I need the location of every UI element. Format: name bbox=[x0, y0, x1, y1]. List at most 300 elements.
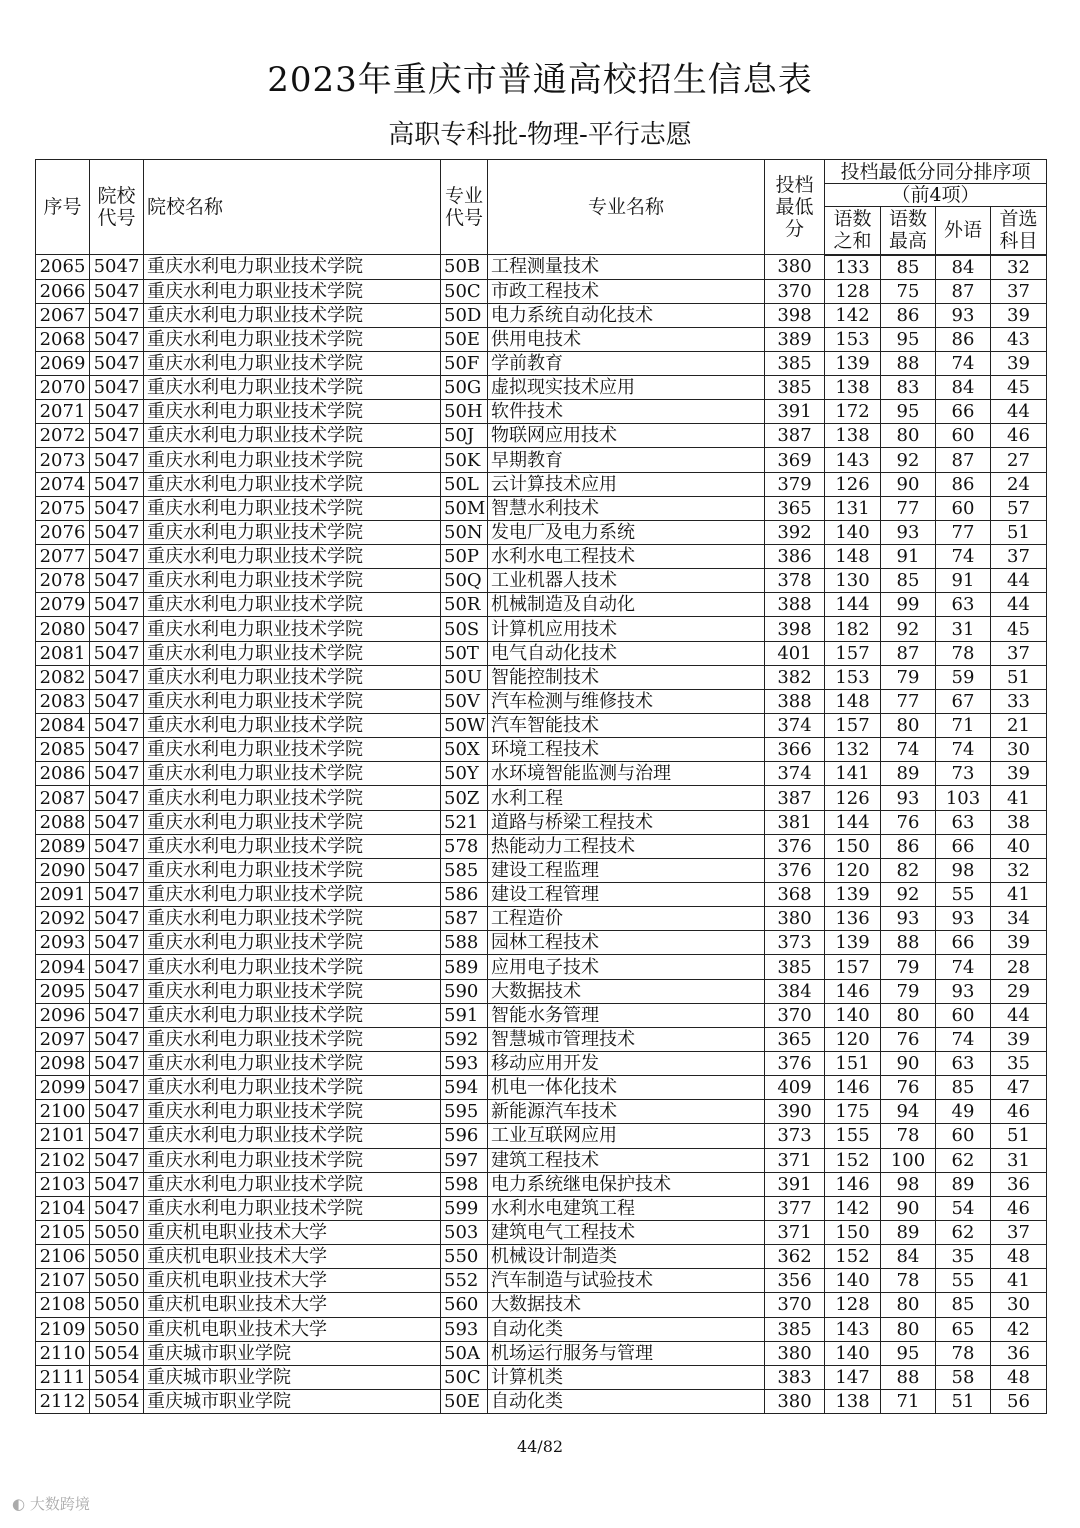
cell-yushu-sum: 146 bbox=[825, 1076, 881, 1100]
cell-seq: 2096 bbox=[36, 1003, 90, 1027]
cell-major-name: 智慧水利技术 bbox=[488, 496, 765, 520]
cell-foreign: 73 bbox=[936, 762, 991, 786]
cell-major-name: 智能控制技术 bbox=[488, 665, 765, 689]
cell-foreign: 87 bbox=[936, 448, 991, 472]
cell-major-code: 596 bbox=[441, 1124, 488, 1148]
cell-major-name: 机场运行服务与管理 bbox=[488, 1341, 765, 1365]
cell-yushu-sum: 131 bbox=[825, 496, 881, 520]
cell-yushu-max: 89 bbox=[881, 762, 936, 786]
cell-foreign: 93 bbox=[936, 907, 991, 931]
cell-school-code: 5047 bbox=[90, 641, 144, 665]
table-row bbox=[36, 955, 1047, 979]
table-row bbox=[36, 1389, 1047, 1413]
cell-yushu-sum: 175 bbox=[825, 1100, 881, 1124]
cell-major-name: 工程造价 bbox=[488, 907, 765, 931]
cell-major-name: 学前教育 bbox=[488, 351, 765, 375]
cell-seq: 2066 bbox=[36, 279, 90, 303]
cell-first-subject: 36 bbox=[991, 1341, 1047, 1365]
header-first-subject: 首选科目 bbox=[991, 207, 1047, 255]
cell-yushu-max: 94 bbox=[881, 1100, 936, 1124]
cell-first-subject: 24 bbox=[991, 472, 1047, 496]
cell-major-code: 50M bbox=[441, 496, 488, 520]
cell-major-code: 50S bbox=[441, 617, 488, 641]
cell-min-score: 387 bbox=[765, 424, 825, 448]
cell-foreign: 49 bbox=[936, 1100, 991, 1124]
cell-yushu-sum: 140 bbox=[825, 1341, 881, 1365]
cell-major-code: 50E bbox=[441, 327, 488, 351]
cell-yushu-max: 84 bbox=[881, 1245, 936, 1269]
cell-major-name: 工业机器人技术 bbox=[488, 569, 765, 593]
table-row bbox=[36, 255, 1047, 280]
cell-major-code: 590 bbox=[441, 979, 488, 1003]
cell-first-subject: 57 bbox=[991, 496, 1047, 520]
cell-yushu-max: 90 bbox=[881, 1052, 936, 1076]
cell-school-name: 重庆水利电力职业技术学院 bbox=[144, 762, 441, 786]
cell-yushu-sum: 139 bbox=[825, 351, 881, 375]
cell-first-subject: 37 bbox=[991, 545, 1047, 569]
cell-foreign: 87 bbox=[936, 279, 991, 303]
cell-yushu-max: 88 bbox=[881, 1365, 936, 1389]
cell-seq: 2111 bbox=[36, 1365, 90, 1389]
cell-major-name: 自动化类 bbox=[488, 1389, 765, 1413]
cell-school-name: 重庆水利电力职业技术学院 bbox=[144, 834, 441, 858]
cell-school-code: 5047 bbox=[90, 593, 144, 617]
cell-school-code: 5047 bbox=[90, 858, 144, 882]
table-row bbox=[36, 979, 1047, 1003]
cell-yushu-max: 92 bbox=[881, 617, 936, 641]
cell-major-name: 市政工程技术 bbox=[488, 279, 765, 303]
cell-major-name: 智慧城市管理技术 bbox=[488, 1027, 765, 1051]
cell-seq: 2108 bbox=[36, 1293, 90, 1317]
cell-major-name: 新能源汽车技术 bbox=[488, 1100, 765, 1124]
header-yushu-max: 语数最高 bbox=[881, 207, 936, 255]
cell-first-subject: 40 bbox=[991, 834, 1047, 858]
cell-first-subject: 37 bbox=[991, 279, 1047, 303]
table-row bbox=[36, 689, 1047, 713]
cell-major-name: 汽车制造与试验技术 bbox=[488, 1269, 765, 1293]
watermark-icon: ◐ bbox=[12, 1495, 26, 1513]
cell-min-score: 370 bbox=[765, 1293, 825, 1317]
table-row bbox=[36, 714, 1047, 738]
cell-first-subject: 56 bbox=[991, 1389, 1047, 1413]
cell-major-code: 50N bbox=[441, 520, 488, 544]
cell-foreign: 74 bbox=[936, 955, 991, 979]
cell-major-code: 589 bbox=[441, 955, 488, 979]
cell-min-score: 376 bbox=[765, 858, 825, 882]
cell-min-score: 374 bbox=[765, 762, 825, 786]
cell-major-code: 50X bbox=[441, 738, 488, 762]
cell-major-name: 电力系统自动化技术 bbox=[488, 303, 765, 327]
cell-major-name: 智能水务管理 bbox=[488, 1003, 765, 1027]
cell-yushu-sum: 138 bbox=[825, 376, 881, 400]
cell-min-score: 378 bbox=[765, 569, 825, 593]
cell-first-subject: 44 bbox=[991, 400, 1047, 424]
cell-major-code: 50K bbox=[441, 448, 488, 472]
cell-foreign: 58 bbox=[936, 1365, 991, 1389]
cell-yushu-max: 77 bbox=[881, 689, 936, 713]
cell-major-code: 50T bbox=[441, 641, 488, 665]
cell-major-name: 环境工程技术 bbox=[488, 738, 765, 762]
cell-school-name: 重庆水利电力职业技术学院 bbox=[144, 931, 441, 955]
cell-yushu-sum: 157 bbox=[825, 714, 881, 738]
cell-seq: 2107 bbox=[36, 1269, 90, 1293]
cell-seq: 2088 bbox=[36, 810, 90, 834]
cell-first-subject: 39 bbox=[991, 762, 1047, 786]
cell-major-name: 机电一体化技术 bbox=[488, 1076, 765, 1100]
cell-yushu-max: 80 bbox=[881, 714, 936, 738]
table-row bbox=[36, 1269, 1047, 1293]
table-row bbox=[36, 472, 1047, 496]
page-number: 44/82 bbox=[516, 1437, 564, 1456]
cell-school-code: 5047 bbox=[90, 931, 144, 955]
cell-seq: 2065 bbox=[36, 255, 90, 280]
cell-seq: 2067 bbox=[36, 303, 90, 327]
cell-foreign: 78 bbox=[936, 641, 991, 665]
cell-foreign: 85 bbox=[936, 1076, 991, 1100]
cell-foreign: 60 bbox=[936, 496, 991, 520]
cell-foreign: 63 bbox=[936, 593, 991, 617]
cell-seq: 2097 bbox=[36, 1027, 90, 1051]
cell-school-name: 重庆水利电力职业技术学院 bbox=[144, 786, 441, 810]
cell-first-subject: 30 bbox=[991, 738, 1047, 762]
cell-school-name: 重庆水利电力职业技术学院 bbox=[144, 496, 441, 520]
cell-school-code: 5047 bbox=[90, 472, 144, 496]
cell-seq: 2109 bbox=[36, 1317, 90, 1341]
cell-foreign: 74 bbox=[936, 738, 991, 762]
cell-min-score: 379 bbox=[765, 472, 825, 496]
cell-school-code: 5047 bbox=[90, 665, 144, 689]
cell-major-code: 50Q bbox=[441, 569, 488, 593]
cell-school-name: 重庆水利电力职业技术学院 bbox=[144, 858, 441, 882]
cell-yushu-max: 88 bbox=[881, 931, 936, 955]
cell-seq: 2094 bbox=[36, 955, 90, 979]
cell-major-code: 552 bbox=[441, 1269, 488, 1293]
cell-seq: 2102 bbox=[36, 1148, 90, 1172]
cell-min-score: 368 bbox=[765, 883, 825, 907]
header-yushu-sum: 语数之和 bbox=[825, 207, 881, 255]
cell-school-name: 重庆水利电力职业技术学院 bbox=[144, 520, 441, 544]
cell-school-name: 重庆水利电力职业技术学院 bbox=[144, 472, 441, 496]
cell-seq: 2103 bbox=[36, 1172, 90, 1196]
cell-major-name: 道路与桥梁工程技术 bbox=[488, 810, 765, 834]
table-row bbox=[36, 762, 1047, 786]
cell-seq: 2099 bbox=[36, 1076, 90, 1100]
cell-min-score: 380 bbox=[765, 1389, 825, 1413]
cell-yushu-max: 90 bbox=[881, 472, 936, 496]
cell-major-code: 550 bbox=[441, 1245, 488, 1269]
page-subtitle: 高职专科批-物理-平行志愿 bbox=[388, 120, 692, 150]
table-row bbox=[36, 786, 1047, 810]
cell-first-subject: 32 bbox=[991, 255, 1047, 280]
cell-school-code: 5050 bbox=[90, 1317, 144, 1341]
cell-foreign: 60 bbox=[936, 1124, 991, 1148]
cell-yushu-max: 80 bbox=[881, 1293, 936, 1317]
cell-school-code: 5047 bbox=[90, 496, 144, 520]
cell-min-score: 385 bbox=[765, 1317, 825, 1341]
watermark-logo bbox=[12, 1493, 90, 1514]
cell-major-code: 593 bbox=[441, 1317, 488, 1341]
cell-school-code: 5047 bbox=[90, 1172, 144, 1196]
cell-min-score: 409 bbox=[765, 1076, 825, 1100]
cell-first-subject: 44 bbox=[991, 569, 1047, 593]
cell-yushu-sum: 144 bbox=[825, 593, 881, 617]
cell-school-code: 5050 bbox=[90, 1245, 144, 1269]
cell-seq: 2086 bbox=[36, 762, 90, 786]
cell-major-code: 50V bbox=[441, 689, 488, 713]
cell-school-code: 5047 bbox=[90, 617, 144, 641]
cell-school-name: 重庆水利电力职业技术学院 bbox=[144, 1027, 441, 1051]
cell-school-name: 重庆水利电力职业技术学院 bbox=[144, 641, 441, 665]
cell-major-code: 586 bbox=[441, 883, 488, 907]
cell-school-code: 5047 bbox=[90, 400, 144, 424]
cell-major-name: 计算机类 bbox=[488, 1365, 765, 1389]
cell-school-code: 5047 bbox=[90, 448, 144, 472]
cell-yushu-max: 78 bbox=[881, 1269, 936, 1293]
cell-min-score: 385 bbox=[765, 955, 825, 979]
cell-yushu-max: 75 bbox=[881, 279, 936, 303]
table-row bbox=[36, 1365, 1047, 1389]
cell-school-name: 重庆水利电力职业技术学院 bbox=[144, 1124, 441, 1148]
cell-first-subject: 51 bbox=[991, 520, 1047, 544]
table-row bbox=[36, 593, 1047, 617]
cell-major-code: 588 bbox=[441, 931, 488, 955]
cell-school-code: 5047 bbox=[90, 1076, 144, 1100]
cell-yushu-sum: 148 bbox=[825, 545, 881, 569]
table-row bbox=[36, 1220, 1047, 1244]
cell-yushu-max: 86 bbox=[881, 303, 936, 327]
cell-first-subject: 41 bbox=[991, 1269, 1047, 1293]
table-row bbox=[36, 810, 1047, 834]
cell-yushu-max: 83 bbox=[881, 376, 936, 400]
cell-major-code: 578 bbox=[441, 834, 488, 858]
cell-seq: 2079 bbox=[36, 593, 90, 617]
cell-yushu-max: 76 bbox=[881, 1027, 936, 1051]
cell-yushu-sum: 143 bbox=[825, 1317, 881, 1341]
cell-foreign: 31 bbox=[936, 617, 991, 641]
cell-major-code: 50B bbox=[441, 255, 488, 280]
cell-major-code: 595 bbox=[441, 1100, 488, 1124]
cell-first-subject: 29 bbox=[991, 979, 1047, 1003]
cell-school-name: 重庆机电职业技术大学 bbox=[144, 1269, 441, 1293]
cell-school-code: 5050 bbox=[90, 1269, 144, 1293]
cell-major-code: 50C bbox=[441, 279, 488, 303]
cell-school-name: 重庆机电职业技术大学 bbox=[144, 1245, 441, 1269]
cell-major-code: 50H bbox=[441, 400, 488, 424]
cell-first-subject: 31 bbox=[991, 1148, 1047, 1172]
cell-school-code: 5047 bbox=[90, 834, 144, 858]
cell-major-name: 水环境智能监测与治理 bbox=[488, 762, 765, 786]
cell-yushu-sum: 157 bbox=[825, 955, 881, 979]
cell-min-score: 371 bbox=[765, 1220, 825, 1244]
cell-major-name: 电气自动化技术 bbox=[488, 641, 765, 665]
cell-yushu-sum: 140 bbox=[825, 520, 881, 544]
cell-foreign: 86 bbox=[936, 327, 991, 351]
cell-foreign: 35 bbox=[936, 1245, 991, 1269]
cell-first-subject: 42 bbox=[991, 1317, 1047, 1341]
table-row bbox=[36, 424, 1047, 448]
cell-yushu-sum: 142 bbox=[825, 1196, 881, 1220]
table-row bbox=[36, 448, 1047, 472]
cell-yushu-max: 76 bbox=[881, 810, 936, 834]
cell-foreign: 63 bbox=[936, 1052, 991, 1076]
cell-first-subject: 51 bbox=[991, 1124, 1047, 1148]
cell-yushu-max: 95 bbox=[881, 327, 936, 351]
cell-first-subject: 39 bbox=[991, 351, 1047, 375]
cell-yushu-sum: 155 bbox=[825, 1124, 881, 1148]
cell-major-name: 早期教育 bbox=[488, 448, 765, 472]
cell-major-code: 50D bbox=[441, 303, 488, 327]
header-major-name: 专业名称 bbox=[488, 160, 765, 255]
cell-seq: 2068 bbox=[36, 327, 90, 351]
table-row bbox=[36, 569, 1047, 593]
cell-yushu-max: 82 bbox=[881, 858, 936, 882]
cell-yushu-sum: 172 bbox=[825, 400, 881, 424]
table-row bbox=[36, 641, 1047, 665]
cell-yushu-sum: 152 bbox=[825, 1148, 881, 1172]
cell-seq: 2078 bbox=[36, 569, 90, 593]
cell-school-code: 5047 bbox=[90, 762, 144, 786]
cell-foreign: 85 bbox=[936, 1293, 991, 1317]
cell-yushu-max: 95 bbox=[881, 400, 936, 424]
cell-yushu-max: 88 bbox=[881, 351, 936, 375]
table-row bbox=[36, 545, 1047, 569]
cell-yushu-sum: 153 bbox=[825, 327, 881, 351]
cell-yushu-max: 98 bbox=[881, 1172, 936, 1196]
cell-first-subject: 51 bbox=[991, 665, 1047, 689]
header-school-code: 院校代号 bbox=[90, 160, 144, 255]
cell-yushu-sum: 138 bbox=[825, 1389, 881, 1413]
cell-min-score: 383 bbox=[765, 1365, 825, 1389]
cell-yushu-sum: 140 bbox=[825, 1003, 881, 1027]
cell-major-code: 50Z bbox=[441, 786, 488, 810]
cell-school-name: 重庆水利电力职业技术学院 bbox=[144, 689, 441, 713]
cell-yushu-max: 85 bbox=[881, 255, 936, 280]
cell-foreign: 86 bbox=[936, 472, 991, 496]
cell-foreign: 54 bbox=[936, 1196, 991, 1220]
cell-first-subject: 46 bbox=[991, 1196, 1047, 1220]
cell-school-name: 重庆水利电力职业技术学院 bbox=[144, 448, 441, 472]
cell-foreign: 62 bbox=[936, 1148, 991, 1172]
table-row bbox=[36, 1027, 1047, 1051]
cell-first-subject: 43 bbox=[991, 327, 1047, 351]
cell-school-name: 重庆水利电力职业技术学院 bbox=[144, 665, 441, 689]
cell-first-subject: 34 bbox=[991, 907, 1047, 931]
table-row bbox=[36, 738, 1047, 762]
cell-first-subject: 46 bbox=[991, 1100, 1047, 1124]
cell-yushu-max: 78 bbox=[881, 1124, 936, 1148]
cell-seq: 2087 bbox=[36, 786, 90, 810]
cell-major-name: 机械制造及自动化 bbox=[488, 593, 765, 617]
cell-seq: 2106 bbox=[36, 1245, 90, 1269]
cell-major-name: 水利水电工程技术 bbox=[488, 545, 765, 569]
cell-min-score: 385 bbox=[765, 351, 825, 375]
cell-foreign: 66 bbox=[936, 931, 991, 955]
cell-yushu-max: 89 bbox=[881, 1220, 936, 1244]
cell-major-code: 50F bbox=[441, 351, 488, 375]
cell-yushu-max: 93 bbox=[881, 907, 936, 931]
cell-seq: 2092 bbox=[36, 907, 90, 931]
cell-foreign: 60 bbox=[936, 424, 991, 448]
cell-seq: 2084 bbox=[36, 714, 90, 738]
cell-seq: 2085 bbox=[36, 738, 90, 762]
cell-first-subject: 37 bbox=[991, 641, 1047, 665]
cell-major-name: 建筑工程技术 bbox=[488, 1148, 765, 1172]
table-row bbox=[36, 1317, 1047, 1341]
cell-first-subject: 48 bbox=[991, 1365, 1047, 1389]
watermark-text: 大数跨境 bbox=[29, 1495, 90, 1513]
cell-school-name: 重庆水利电力职业技术学院 bbox=[144, 593, 441, 617]
page-title: 2023年重庆市普通高校招生信息表 bbox=[267, 60, 813, 100]
cell-school-name: 重庆水利电力职业技术学院 bbox=[144, 979, 441, 1003]
cell-yushu-sum: 151 bbox=[825, 1052, 881, 1076]
cell-min-score: 356 bbox=[765, 1269, 825, 1293]
cell-school-code: 5047 bbox=[90, 351, 144, 375]
cell-seq: 2089 bbox=[36, 834, 90, 858]
cell-foreign: 74 bbox=[936, 545, 991, 569]
cell-school-name: 重庆水利电力职业技术学院 bbox=[144, 279, 441, 303]
cell-yushu-max: 74 bbox=[881, 738, 936, 762]
cell-seq: 2101 bbox=[36, 1124, 90, 1148]
cell-seq: 2070 bbox=[36, 376, 90, 400]
header-foreign: 外语 bbox=[936, 207, 991, 255]
cell-school-name: 重庆水利电力职业技术学院 bbox=[144, 303, 441, 327]
cell-foreign: 89 bbox=[936, 1172, 991, 1196]
table-row bbox=[36, 1245, 1047, 1269]
cell-school-name: 重庆水利电力职业技术学院 bbox=[144, 376, 441, 400]
cell-major-code: 585 bbox=[441, 858, 488, 882]
table-row bbox=[36, 931, 1047, 955]
cell-min-score: 382 bbox=[765, 665, 825, 689]
table-body bbox=[36, 255, 1047, 1414]
cell-yushu-sum: 130 bbox=[825, 569, 881, 593]
cell-yushu-max: 93 bbox=[881, 520, 936, 544]
table-row bbox=[36, 400, 1047, 424]
cell-yushu-max: 91 bbox=[881, 545, 936, 569]
cell-school-name: 重庆城市职业学院 bbox=[144, 1341, 441, 1365]
cell-school-code: 5047 bbox=[90, 1148, 144, 1172]
cell-foreign: 93 bbox=[936, 303, 991, 327]
cell-yushu-sum: 136 bbox=[825, 907, 881, 931]
table-row bbox=[36, 1341, 1047, 1365]
cell-major-code: 599 bbox=[441, 1196, 488, 1220]
cell-major-code: 592 bbox=[441, 1027, 488, 1051]
cell-first-subject: 35 bbox=[991, 1052, 1047, 1076]
cell-first-subject: 30 bbox=[991, 1293, 1047, 1317]
cell-school-code: 5047 bbox=[90, 1003, 144, 1027]
table-row bbox=[36, 834, 1047, 858]
cell-first-subject: 48 bbox=[991, 1245, 1047, 1269]
cell-first-subject: 41 bbox=[991, 786, 1047, 810]
cell-major-name: 大数据技术 bbox=[488, 1293, 765, 1317]
cell-foreign: 91 bbox=[936, 569, 991, 593]
cell-foreign: 55 bbox=[936, 1269, 991, 1293]
header-tiebreak-sub: （前4项） bbox=[825, 184, 1047, 207]
cell-school-code: 5047 bbox=[90, 569, 144, 593]
cell-min-score: 362 bbox=[765, 1245, 825, 1269]
cell-school-code: 5047 bbox=[90, 303, 144, 327]
cell-school-code: 5047 bbox=[90, 738, 144, 762]
cell-min-score: 376 bbox=[765, 1052, 825, 1076]
cell-school-code: 5047 bbox=[90, 714, 144, 738]
cell-major-code: 591 bbox=[441, 1003, 488, 1027]
admission-table bbox=[35, 159, 1047, 1414]
cell-foreign: 103 bbox=[936, 786, 991, 810]
cell-foreign: 93 bbox=[936, 979, 991, 1003]
cell-yushu-sum: 150 bbox=[825, 834, 881, 858]
cell-school-code: 5054 bbox=[90, 1341, 144, 1365]
cell-school-name: 重庆水利电力职业技术学院 bbox=[144, 883, 441, 907]
cell-school-name: 重庆水利电力职业技术学院 bbox=[144, 351, 441, 375]
